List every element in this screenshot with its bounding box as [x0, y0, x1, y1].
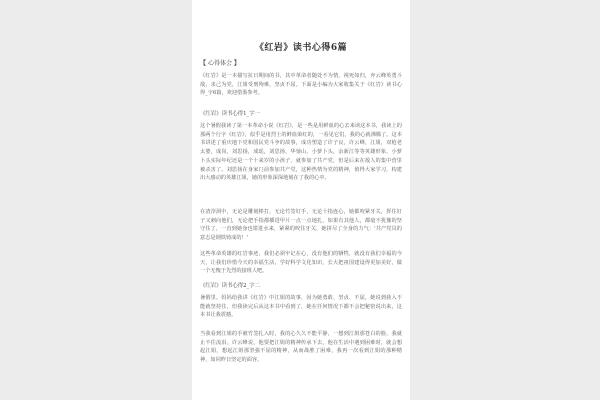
section-label-bracket: 【: [200, 60, 207, 67]
intro-paragraph: 《红岩》是一本描写抗日期间的书，其中革命者随处不为情，视死如归，弃云峰英勇斗敌，求己为党，江姐受刑殉难，坚贞不屈。下面是小编为大家收集关于《红岩》读书心得_字6篇，欢迎借鉴参考。: [200, 73, 402, 97]
document-title: 《红岩》读书心得6篇: [254, 43, 348, 53]
body-paragraph: 这些革命英雄的红岩事迹，我们必须牢记在心，没有他们的牺牲，就没有我们幸福的今天，让我们珍惜今天的幸福生活，学好科学文化知识，长大把祖国建设得更加美好，做一个无愧于先烈的接班人吧。: [200, 251, 402, 275]
section-heading: 《红岩》读书心得1_字一: [200, 111, 261, 117]
body-paragraph: 暑假里，妈妈给我讲《红岩》中江姐的故事，因为她勇敢、坚贞、不屈，她说到我入不能就坚持住，但我读完后从这本书中看到了，她在任何情况下都不会把秘密说出来，这本书让我震撼。: [200, 295, 402, 319]
body-paragraph: 在渣滓洞中，无论是雕刻棒打，无论竹签钉手，无论十指连心，她都咬紧牙关，挥住钉子又刺向他们，无论把手指都插进甲片一点一点地扎，如果有其他人，都毫不犹豫的坚守住了，一直到她身也钳进水来，紧紧的咬住牙关，她拼尽了全身的力气：'共产党员的意志是钢铁铸成的！': [200, 209, 402, 242]
section-label: [200, 58, 240, 67]
body-paragraph: 这个暑假我读了第一本革命小说《红岩》，是一些是用鲜血的心去来读这本书，我读上的那两个行字《红岩》，似乎是用烈士的鲜血染红的，一看见它们，我的心就沸腾了。这本书讲述了重庆地下党和国民党斗争的故事，成功塑造了许子良，许云峰，江姐，双枪老太婆，成岗，刘思扬，成瑶，刘思扬，华蓥山，小萝卜头，余新江等等英雄形象。小萝卜头实际年纪还是一个十来岁的小孩子，就参加了共产党，但是后来在敌人的集中营里被杀害了。刘思扬在身家门前参加共产党，这种热情为党的精神，值得大家学习，构建出大感动的英雄江姐，她的形象深深地刻在了我的心中。: [200, 123, 402, 182]
document-page: [192, 0, 410, 400]
section-heading: 《红岩》读书心得2_字二: [200, 283, 261, 289]
section-label-bracket-close: 】: [233, 60, 240, 67]
body-paragraph: 当我看到江姐的手被竹签扎入时，我的心久久不能平静，一想到江姐那苍白的脸，我就止不住流泪。许云峰说，他要把江姐的精神传承下去，他在生活中遇到困难时，就会想起江姐，想起江姐那坚强不屈的精神，从而战胜了困难，我再一次看到江姐的那种精神，如同昨日坚定的面容。: [200, 331, 402, 364]
section-label-text: 心得体会: [207, 60, 232, 67]
